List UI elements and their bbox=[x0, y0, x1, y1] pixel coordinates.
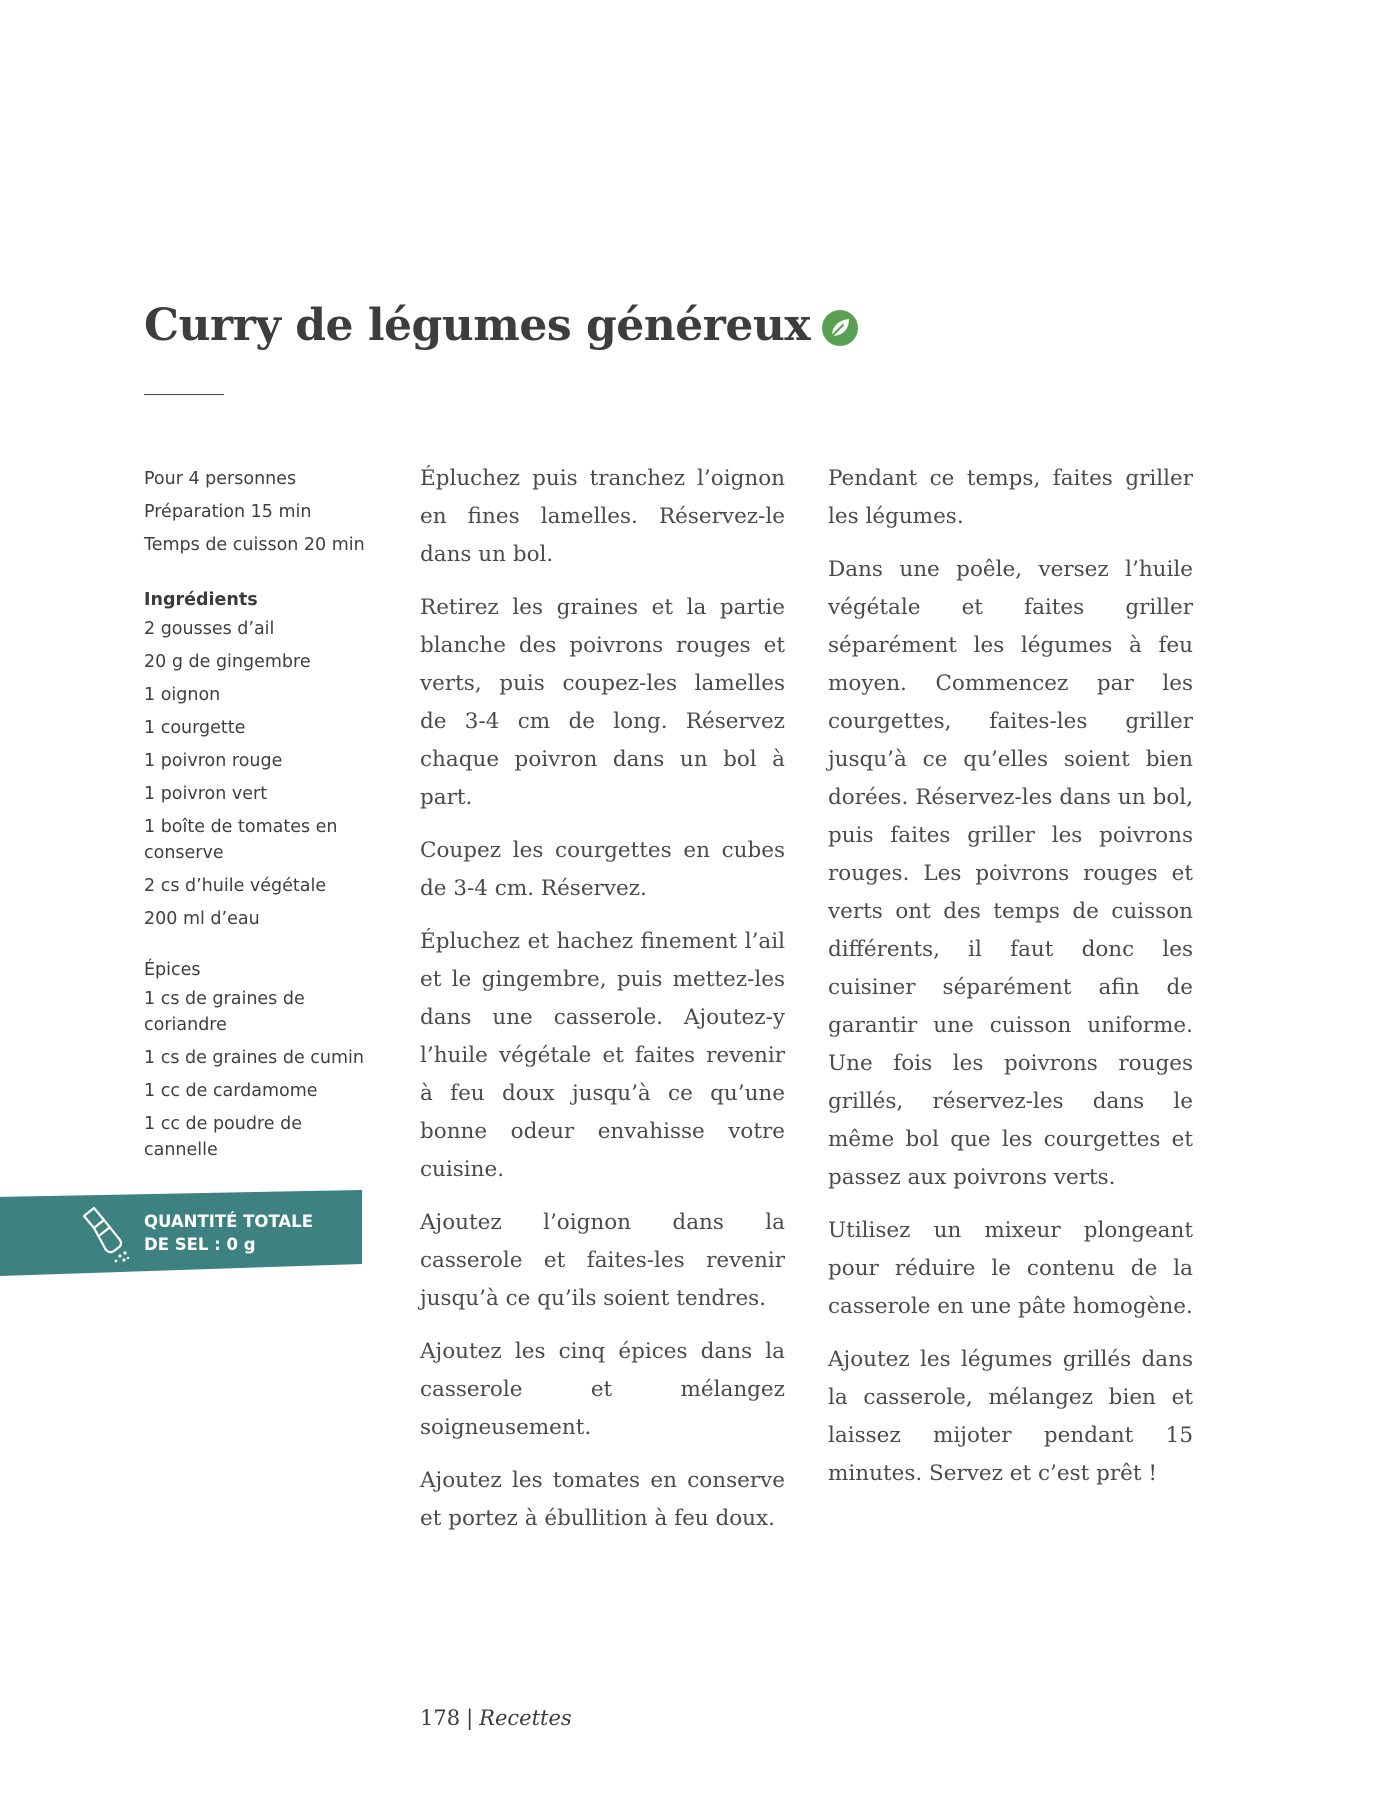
list-item: 1 oignon bbox=[144, 685, 221, 705]
ingredients-list bbox=[144, 616, 369, 932]
step-paragraph: Utilisez un mixeur plongeant pour réduire le contenu de la casserole en une pâte homogène. bbox=[828, 1218, 1193, 1319]
list-item: 1 poivron rouge bbox=[144, 751, 283, 771]
step-paragraph: Ajoutez les cinq épices dans la casserole et mélangez soigneusement. bbox=[420, 1339, 785, 1440]
salt-total-label: QUANTITÉ TOTALE bbox=[144, 1212, 313, 1231]
step-paragraph: Ajoutez les tomates en conserve et portez à ébullition à feu doux. bbox=[420, 1468, 785, 1531]
step-paragraph: Épluchez et hachez finement l’ail et le gingembre, puis mettez-les dans une casserole. Ajoutez-y l’huile végétale et faites revenir à feu doux jusqu’à ce qu’une bonne odeur envahisse votre cuisine. bbox=[420, 929, 785, 1182]
salt-shaker-icon bbox=[70, 1204, 132, 1266]
cook-time: Temps de cuisson 20 min bbox=[144, 535, 365, 555]
ingredients-heading: Ingrédients bbox=[144, 590, 258, 610]
list-item: 2 cs d’huile végétale bbox=[144, 876, 327, 896]
recipe-title-text: Curry de légumes généreux bbox=[144, 300, 811, 351]
leaf-icon bbox=[822, 310, 858, 346]
step-paragraph: Dans une poêle, versez l’huile végétale et faites griller séparément les légumes à feu moyen. Commencez par les courgettes, faites-les griller jusqu’à ce qu’elles soient bien dorées. Réservez-les dans un bol, puis faites griller les poivrons rouges. Les poivrons rouges et verts ont des temps de cuisson différents, il faut donc les cuisiner séparément afin de garantir une cuisson uniforme. Une fois les poivrons rouges grillés, réservez-les dans le même bol que les courgettes et passez aux poivrons verts. bbox=[828, 557, 1193, 1190]
steps-column-2 bbox=[828, 460, 1193, 1508]
step-paragraph: Pendant ce temps, faites griller les légumes. bbox=[828, 466, 1193, 529]
page-number: 178 bbox=[420, 1706, 461, 1730]
list-item: 1 poivron vert bbox=[144, 784, 268, 804]
recipe-title bbox=[144, 300, 858, 351]
recipe-sidebar bbox=[144, 463, 369, 1170]
list-item: 1 cc de cardamome bbox=[144, 1081, 318, 1101]
steps-column-1 bbox=[420, 460, 785, 1553]
step-paragraph: Retirez les graines et la partie blanche des poivrons rouges et verts, puis coupez-les lamelles de 3-4 cm de long. Réservez chaque poivron dans un bol à part. bbox=[420, 595, 785, 810]
salt-total bbox=[144, 1210, 313, 1256]
section-name: Recettes bbox=[479, 1706, 572, 1730]
recipe-meta bbox=[144, 463, 369, 562]
step-paragraph: Ajoutez les légumes grillés dans la casserole, mélangez bien et laissez mijoter pendant 15 minutes. Servez et c’est prêt ! bbox=[828, 1347, 1193, 1486]
step-paragraph: Ajoutez l’oignon dans la casserole et faites-les revenir jusqu’à ce qu’ils soient tendres. bbox=[420, 1210, 785, 1311]
prep-time: Préparation 15 min bbox=[144, 502, 312, 522]
page-footer bbox=[420, 1706, 572, 1730]
footer-separator: | bbox=[466, 1706, 474, 1730]
salt-total-value: DE SEL : 0 g bbox=[144, 1235, 256, 1254]
list-item: 1 cs de graines de coriandre bbox=[144, 989, 305, 1035]
list-item: 1 cc de poudre de cannelle bbox=[144, 1114, 302, 1160]
title-divider bbox=[144, 394, 224, 395]
spices-list bbox=[144, 986, 369, 1163]
list-item: 200 ml d’eau bbox=[144, 909, 260, 929]
step-paragraph: Épluchez puis tranchez l’oignon en fines lamelles. Réservez-le dans un bol. bbox=[420, 466, 785, 567]
list-item: 20 g de gingembre bbox=[144, 652, 311, 672]
spices-heading: Épices bbox=[144, 960, 201, 980]
list-item: 1 courgette bbox=[144, 718, 246, 738]
list-item: 2 gousses d’ail bbox=[144, 619, 275, 639]
list-item: 1 boîte de tomates en conserve bbox=[144, 817, 338, 863]
list-item: 1 cs de graines de cumin bbox=[144, 1048, 365, 1068]
step-paragraph: Coupez les courgettes en cubes de 3-4 cm. Réservez. bbox=[420, 838, 785, 901]
servings: Pour 4 personnes bbox=[144, 469, 297, 489]
